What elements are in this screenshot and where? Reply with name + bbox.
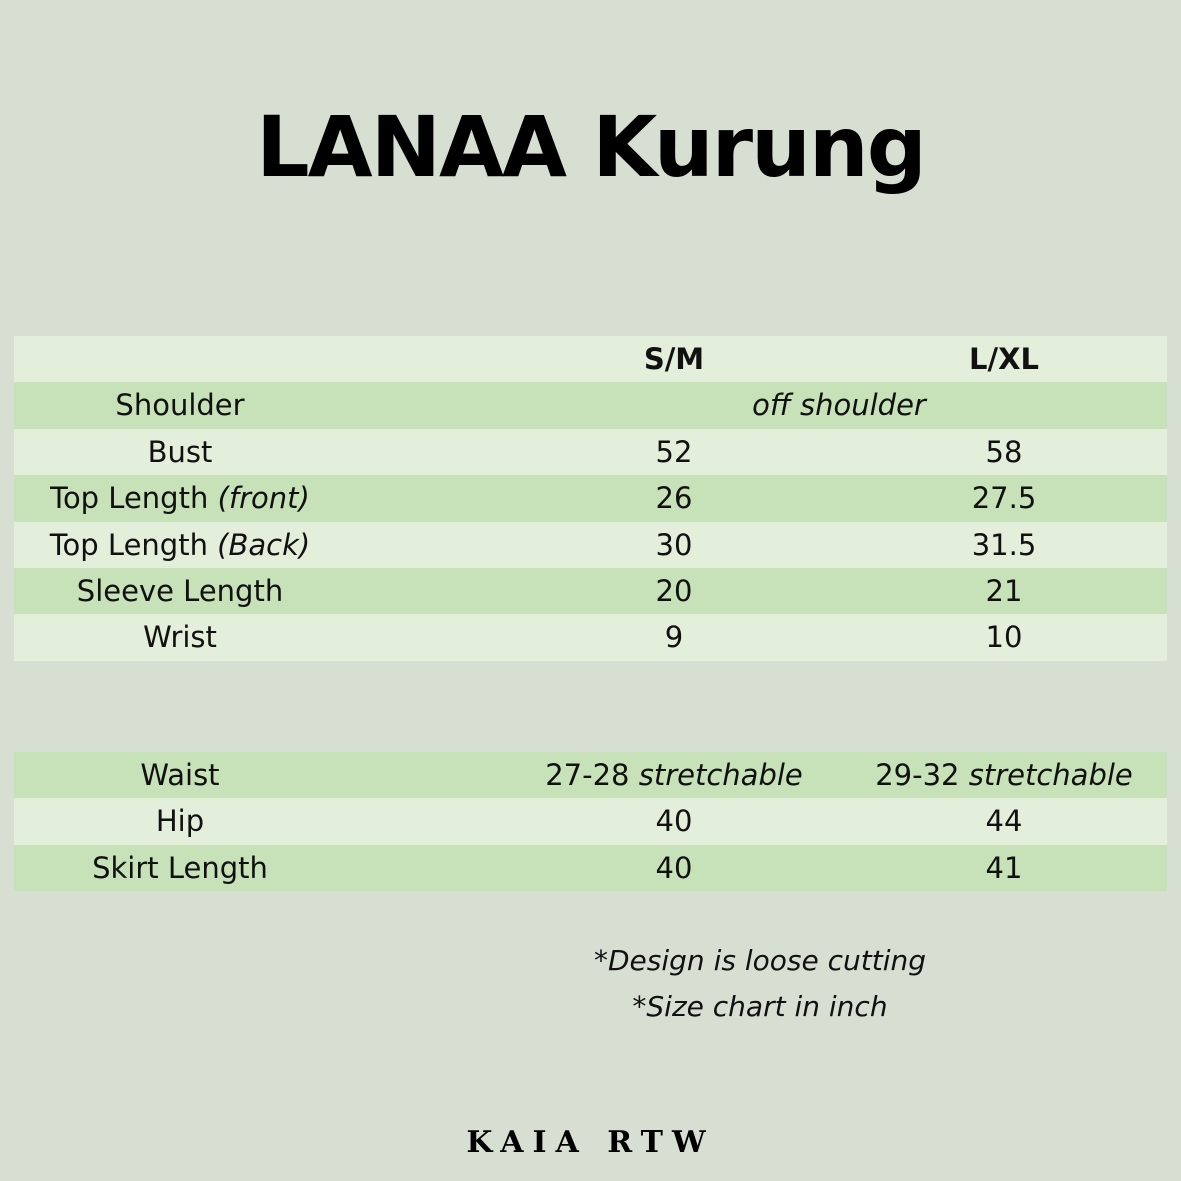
shoulder-value: off shoulder [752, 388, 926, 423]
lxl-value: 21 [985, 573, 1023, 608]
table-row [14, 798, 1167, 844]
note-loose-cutting: *Design is loose cutting [594, 944, 926, 977]
sm-value: 26 [655, 481, 693, 516]
header-label-cell [14, 336, 346, 382]
page-title: LANAA Kurung [256, 98, 925, 196]
sm-value: 9 [664, 620, 684, 655]
sm-value: 52 [655, 434, 693, 469]
row-label [14, 522, 346, 568]
row-label: Hip [155, 804, 205, 839]
shoulder-row [14, 382, 1167, 428]
row-label-text: Top Length [49, 527, 218, 562]
waist-lxl-note: stretchable [968, 758, 1133, 792]
lxl-value: 27.5 [971, 481, 1037, 516]
row-label-text: Sleeve Length [76, 573, 284, 608]
lxl-value: 10 [985, 620, 1023, 655]
lxl-value: 31.5 [971, 527, 1037, 562]
lxl-value: 41 [985, 850, 1023, 885]
sm-value: 20 [655, 573, 693, 608]
sm-value: 40 [655, 850, 693, 885]
row-label [14, 568, 346, 614]
table-row [14, 475, 1167, 521]
sm-value: 40 [655, 804, 693, 839]
waist-label: Waist [140, 758, 220, 792]
waist-row [14, 752, 1167, 798]
size-chart-top [14, 336, 1167, 661]
row-label-text: Top Length [50, 481, 218, 516]
header-sm: S/M [643, 342, 705, 376]
sm-value: 30 [655, 527, 693, 562]
row-label [14, 429, 346, 475]
notes [520, 938, 1000, 1030]
size-chart-bottom [14, 752, 1167, 891]
row-label: Skirt Length [92, 850, 268, 885]
waist-sm-value: 27-28 [545, 758, 639, 792]
row-label-text: Wrist [143, 620, 217, 655]
table-row [14, 614, 1167, 660]
row-label [14, 614, 346, 660]
row-label-text: Bust [147, 434, 213, 469]
waist-lxl [838, 752, 1170, 798]
table-row [14, 845, 1167, 891]
lxl-value: 44 [985, 804, 1023, 839]
brand-name: KAIA RTW [466, 1125, 715, 1160]
waist-sm [508, 752, 840, 798]
table-row [14, 429, 1167, 475]
table-row [14, 568, 1167, 614]
row-label-note: (front) [217, 481, 310, 516]
waist-lxl-value: 29-32 [875, 758, 969, 792]
header-row [14, 336, 1167, 382]
row-label-note: (Back) [217, 527, 311, 562]
waist-sm-note: stretchable [638, 758, 803, 792]
table-row [14, 522, 1167, 568]
header-lxl: L/XL [969, 342, 1039, 376]
note-size-unit: *Size chart in inch [632, 990, 888, 1023]
lxl-value: 58 [985, 434, 1023, 469]
row-label [14, 475, 346, 521]
shoulder-label: Shoulder [115, 388, 245, 423]
